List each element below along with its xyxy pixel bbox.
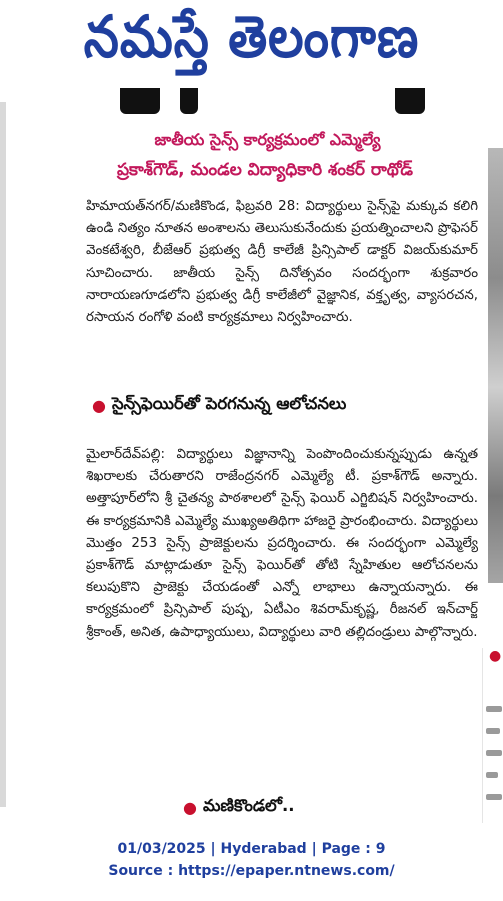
subheading-2: [183, 796, 295, 819]
subheading-2-text: మణికొండలో..: [202, 796, 295, 815]
cropped-photo-edge: [488, 148, 503, 583]
subheading-1: [92, 394, 346, 417]
article-paragraph-2: మైలార్‌దేవ్‌పల్లి: విద్యార్థులు విజ్ఞానాన్ని పెంపొందించుకున్నప్పుడు ఉన్నత శిఖరాలకు చేరుతారని రాజేంద్రనగర్ ఎమ్మెల్యే టీ. ప్రకాశ్‌గౌడ్ అన్నారు. అత్తాపూర్‌లోని శ్రీ చైతన్య పాఠశాలలో సైన్స్ ఫెయిర్ ఎగ్జిబిషన్ నిర్వహించారు. ఈ కార్యక్రమానికి ఎమ్మెల్యే ముఖ్యఅతిథిగా హాజరై ప్రారంభించారు. విద్యార్థులు మొత్తం 253 సైన్స్ ప్రాజెక్టులను ప్రదర్శించారు. ఈ సందర్భంగా ఎమ్మెల్యే ప్రకాశ్‌గౌడ్ మాట్లాడుతూ సైన్స్ ఫెయిర్‌తో తోటి స్నేహితుల ఆలోచనలను కలుపుకొని ప్రాజెక్టు చేయడంతో ఎన్నో లాభాలు ఉన్నాయన్నారు. ఈ కార్యక్రమంలో ప్రిన్సిపాల్ పుష్ప, ఏటీఎం శివరామ్‌కృష్ణ, రీజనల్ ఇన్‌చార్జ్ శ్రీకాంత్, అనిత, ఉపాధ్యాయులు, విద్యార్థులు వారి తల్లిదండ్రులు పాల్గొన్నారు.: [86, 447, 478, 640]
left-column-edge: [0, 102, 6, 807]
masthead: [0, 0, 503, 88]
subheading-1-text: సైన్స్‌ఫెయిర్‌తో పెరగనున్న ఆలోచనలు: [111, 394, 347, 413]
bullet-icon: ●: [489, 648, 502, 664]
cropped-previous-headline: [120, 88, 445, 118]
article-paragraph-1: హిమాయత్‌నగర్/మణికొండ, ఫిబ్రవరి 28: విద్యార్థులు సైన్స్‌పై మక్కువ కలిగి ఉండి నిత్యం నూతన అంశాలను తెలుసుకునేందుకు ప్రయత్నించాలని ప్రొఫెసర్ వెంకటేశ్వరి, బీజేఆర్ ప్రభుత్వ డిగ్రీ కాలేజీ ప్రిన్సిపాల్ డాక్టర్ విజయ్‌కుమార్ సూచించారు. జాతీయ సైన్స్ దినోత్సవం సందర్భంగా శుక్రవారం నారాయణగూడలోని ప్రభుత్వ డిగ్రీ కాలేజీలో వైజ్ఞానిక, వక్తృత్వ, వ్యాసరచన, రసాయన రంగోళి వంటి కార్యక్రమాలు నిర్వహించారు.: [86, 199, 478, 326]
masthead-title: నమస్తే తెలంగాణ: [83, 3, 420, 70]
headline-line-1: జాతీయ సైన్స్ కార్యక్రమంలో ఎమ్మెల్యే: [154, 130, 381, 149]
bullet-icon: ●: [183, 798, 197, 817]
bullet-icon: ●: [92, 396, 106, 415]
newspaper-clipping: [0, 88, 503, 823]
footer-date-page: 01/03/2025 | Hyderabad | Page : 9: [117, 841, 386, 857]
footer-source: Source : https://epaper.ntnews.com/: [108, 863, 395, 879]
adjacent-article-fragment: [482, 648, 503, 823]
headline-line-2: ప్రకాశ్‌గౌడ్, మండల విద్యాధికారి శంకర్ రాథోడ్: [116, 160, 414, 180]
